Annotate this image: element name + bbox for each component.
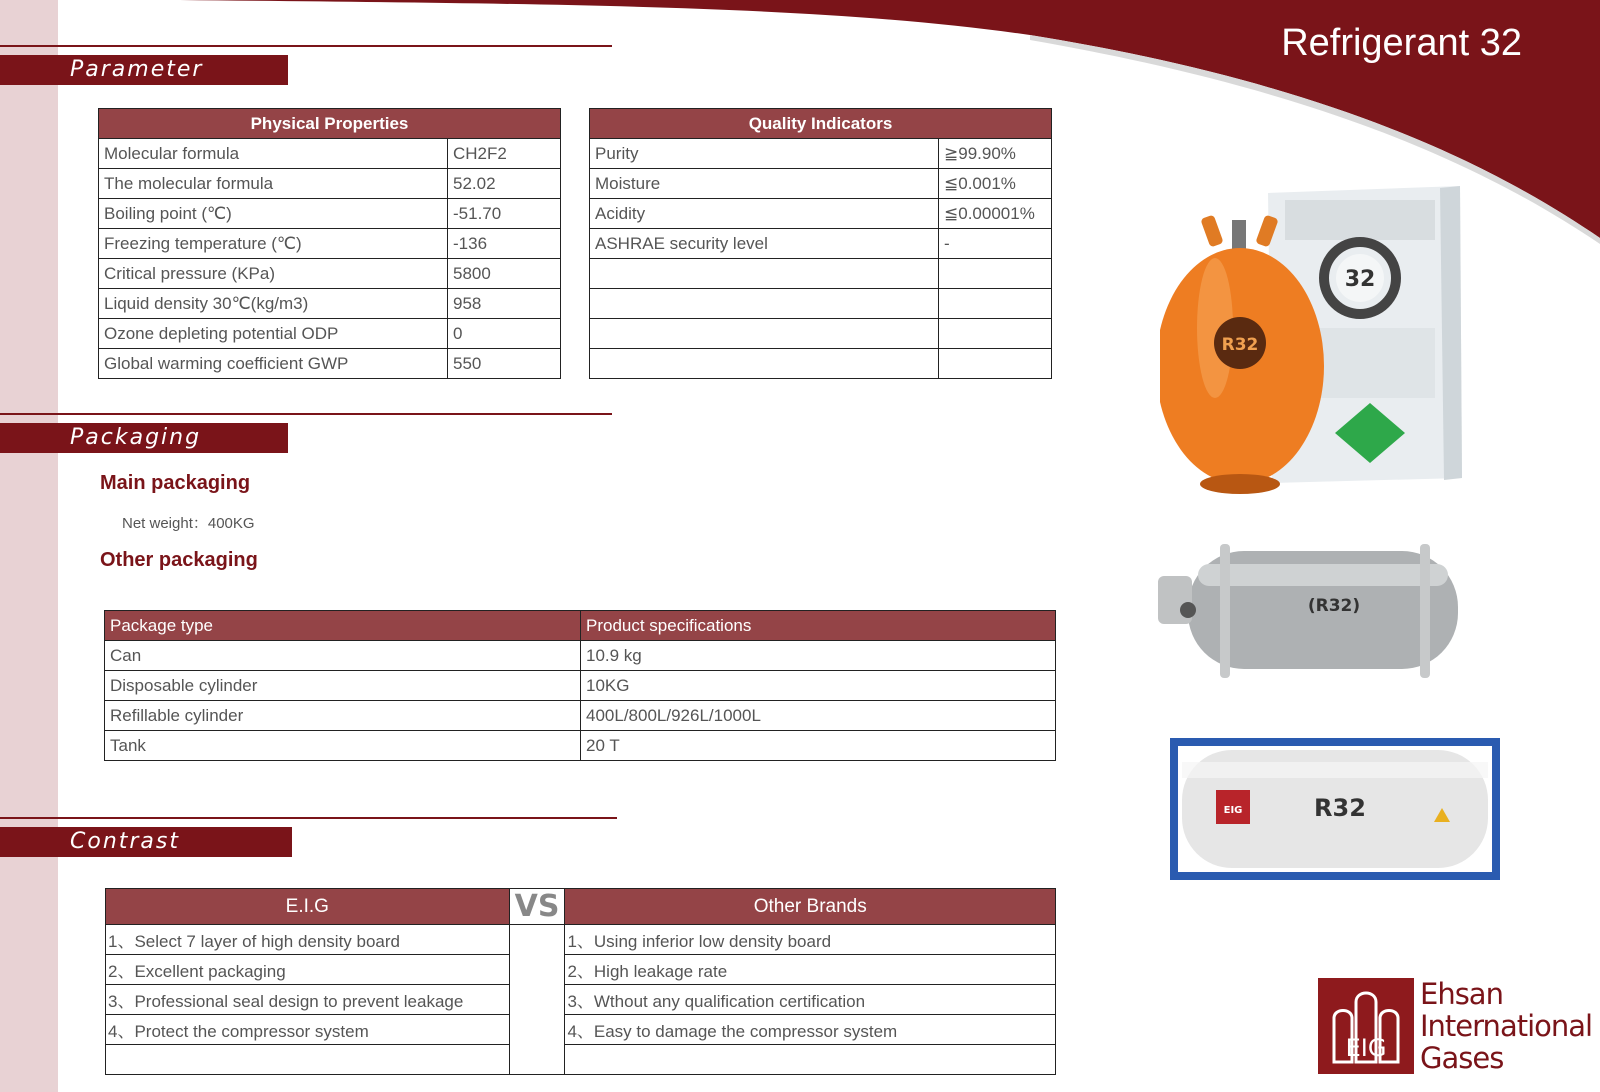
refrigerant-can-and-box-image <box>1160 178 1500 508</box>
iso-tank-container-image <box>1170 738 1500 880</box>
package-type: Refillable cylinder <box>105 701 581 731</box>
package-type: Can <box>105 641 581 671</box>
quality-indicator-row <box>590 259 1052 289</box>
property-value <box>939 349 1052 379</box>
property-name <box>590 259 939 289</box>
logo-line-3: Gases <box>1420 1041 1504 1075</box>
net-weight-text: Net weight：400KG <box>122 515 255 532</box>
vs-spacer-cell <box>509 1015 565 1045</box>
package-row <box>105 701 1056 731</box>
package-row <box>105 641 1056 671</box>
vs-label: VS <box>509 889 565 925</box>
property-value: ≦0.00001% <box>939 199 1052 229</box>
property-name: Ozone depleting potential ODP <box>99 319 448 349</box>
property-value <box>939 319 1052 349</box>
main-packaging-heading: Main packaging <box>100 472 251 494</box>
packaging-header-spec: Product specifications <box>581 611 1056 641</box>
property-name: Freezing temperature (℃) <box>99 229 448 259</box>
eig-advantage: 3、Professional seal design to prevent leakage <box>106 985 510 1015</box>
property-value: 5800 <box>448 259 561 289</box>
vs-spacer-cell <box>509 985 565 1015</box>
physical-property-row <box>99 139 561 169</box>
contrast-header-eig: E.I.G <box>106 889 510 925</box>
quality-indicator-row <box>590 289 1052 319</box>
vs-spacer-cell <box>509 955 565 985</box>
physical-property-row <box>99 349 561 379</box>
property-name: Molecular formula <box>99 139 448 169</box>
section-title-parameter: Parameter <box>0 55 288 85</box>
vs-spacer-cell <box>509 1045 565 1075</box>
property-value: ≦0.001% <box>939 169 1052 199</box>
quality-indicator-row <box>590 139 1052 169</box>
property-value: 550 <box>448 349 561 379</box>
quality-indicator-row <box>590 199 1052 229</box>
package-spec: 10.9 kg <box>581 641 1056 671</box>
package-type: Tank <box>105 731 581 761</box>
vs-spacer-cell <box>509 925 565 955</box>
eig-advantage: 4、Protect the compressor system <box>106 1015 510 1045</box>
quality-indicator-row <box>590 349 1052 379</box>
quality-indicator-row <box>590 319 1052 349</box>
contrast-row <box>106 925 1056 955</box>
property-value: CH2F2 <box>448 139 561 169</box>
package-row <box>105 731 1056 761</box>
package-type: Disposable cylinder <box>105 671 581 701</box>
physical-properties-table <box>98 108 561 379</box>
eig-advantage: 2、Excellent packaging <box>106 955 510 985</box>
section-title-contrast: Contrast <box>0 827 292 857</box>
property-name: Moisture <box>590 169 939 199</box>
property-name: The molecular formula <box>99 169 448 199</box>
property-name <box>590 289 939 319</box>
physical-properties-header: Physical Properties <box>99 109 561 139</box>
contrast-header-other-brands: Other Brands <box>565 889 1056 925</box>
property-name <box>590 349 939 379</box>
property-name: Liquid density 30℃(kg/m3) <box>99 289 448 319</box>
packaging-header-type: Package type <box>105 611 581 641</box>
property-value: 52.02 <box>448 169 561 199</box>
section-divider <box>0 413 612 415</box>
logo-line-2: International <box>1420 1009 1593 1043</box>
package-row <box>105 671 1056 701</box>
logo-mark-letters: EIG <box>1345 1034 1387 1062</box>
property-value <box>939 289 1052 319</box>
logo-mark-icon <box>1318 978 1414 1074</box>
other-brand-issue: 1、Using inferior low density board <box>565 925 1056 955</box>
contrast-row <box>106 985 1056 1015</box>
section-title-packaging: Packaging <box>0 423 288 453</box>
physical-property-row <box>99 199 561 229</box>
physical-property-row <box>99 229 561 259</box>
property-name: Critical pressure (KPa) <box>99 259 448 289</box>
section-divider <box>0 817 617 819</box>
property-value <box>939 259 1052 289</box>
other-brand-issue: 4、Easy to damage the compressor system <box>565 1015 1056 1045</box>
quality-indicator-row <box>590 229 1052 259</box>
property-value: ≧99.90% <box>939 139 1052 169</box>
physical-property-row <box>99 289 561 319</box>
can-badge: R32 <box>1221 335 1259 355</box>
property-name: Boiling point (℃) <box>99 199 448 229</box>
cylinder-label: (R32) <box>1307 596 1361 616</box>
contrast-row <box>106 1045 1056 1075</box>
physical-property-row <box>99 169 561 199</box>
contrast-row <box>106 955 1056 985</box>
contrast-row <box>106 1015 1056 1045</box>
refillable-cylinder-image <box>1158 536 1492 686</box>
property-value: - <box>939 229 1052 259</box>
tank-logo: EIG <box>1223 805 1243 816</box>
section-divider <box>0 45 612 47</box>
property-name: ASHRAE security level <box>590 229 939 259</box>
logo-wordmark <box>1420 978 1592 1074</box>
property-value: 0 <box>448 319 561 349</box>
property-name <box>590 319 939 349</box>
tank-label: R32 <box>1314 794 1366 822</box>
page-title: Refrigerant 32 <box>1281 22 1522 64</box>
other-brand-issue <box>565 1045 1056 1075</box>
physical-property-row <box>99 319 561 349</box>
contrast-table <box>105 888 1056 1075</box>
property-name: Global warming coefficient GWP <box>99 349 448 379</box>
company-logo <box>1318 977 1593 1075</box>
property-value: -51.70 <box>448 199 561 229</box>
package-spec: 20 T <box>581 731 1056 761</box>
other-packaging-heading: Other packaging <box>100 549 258 571</box>
property-value: -136 <box>448 229 561 259</box>
package-spec: 10KG <box>581 671 1056 701</box>
quality-indicators-header: Quality Indicators <box>590 109 1052 139</box>
other-brand-issue: 3、Wthout any qualification certification <box>565 985 1056 1015</box>
property-name: Acidity <box>590 199 939 229</box>
eig-advantage <box>106 1045 510 1075</box>
packaging-table <box>104 610 1056 761</box>
box-number: 32 <box>1344 267 1376 292</box>
quality-indicators-table <box>589 108 1052 379</box>
property-name: Purity <box>590 139 939 169</box>
quality-indicator-row <box>590 169 1052 199</box>
other-brand-issue: 2、High leakage rate <box>565 955 1056 985</box>
eig-advantage: 1、Select 7 layer of high density board <box>106 925 510 955</box>
physical-property-row <box>99 259 561 289</box>
logo-line-1: Ehsan <box>1420 977 1503 1011</box>
property-value: 958 <box>448 289 561 319</box>
package-spec: 400L/800L/926L/1000L <box>581 701 1056 731</box>
